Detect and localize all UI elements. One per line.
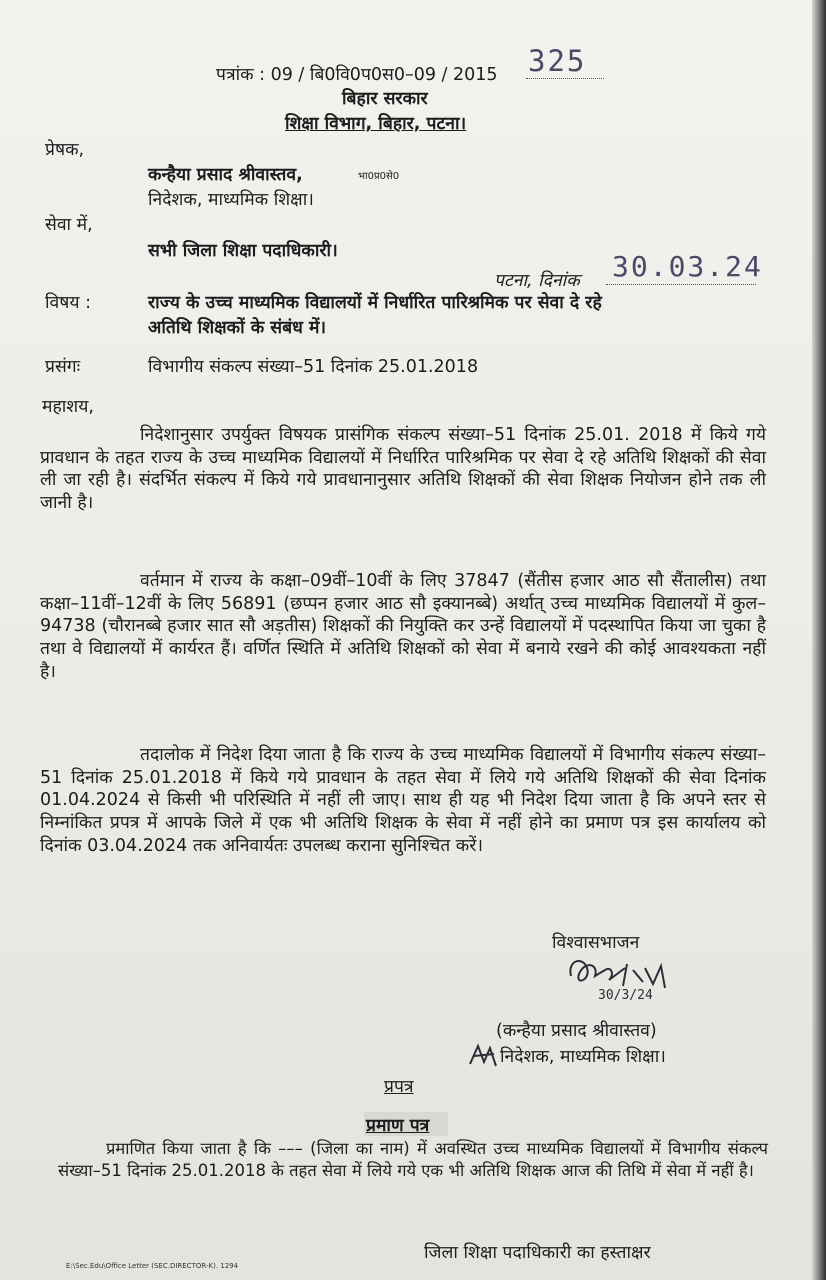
department-name: शिक्षा विभाग, बिहार, पटना। — [285, 114, 467, 134]
signature-label: जिला शिक्षा पदाधिकारी का हस्ताक्षर — [424, 1243, 651, 1263]
sender-name: कन्हैया प्रसाद श्रीवास्तव, — [148, 165, 303, 185]
initial-mark — [466, 1040, 502, 1072]
closing-designation: निदेशक, माध्यमिक शिक्षा। — [500, 1047, 666, 1067]
salutation: महाशय, — [42, 397, 94, 417]
recipient-label: सेवा में, — [45, 215, 93, 235]
body-paragraph-2 — [40, 570, 766, 684]
letter-number: पत्रांक : 09 / बि0वि0प0स0–09 / 2015 — [216, 65, 498, 85]
body-paragraph-1-text: निदेशानुसार उपर्युक्त विषयक प्रासंगिक संकल्प संख्या–51 दिनांक 25.01. 2018 में किये गये प्रावधान के तहत राज्य के उच्च माध्यमिक विद्यालयों में निर्धारित पारिश्रमिक पर सेवा दे रहे अतिथि शिक्षकों की सेवा ली जा रही है। संदर्भित संकल्प में किये गये प्रावधानानुसार अतिथि शिक्षकों की सेवा शिक्षक नियोजन होने तक ली जानी है। — [40, 425, 766, 514]
annex-title: प्रपत्र — [384, 1077, 414, 1097]
body-paragraph-3 — [40, 744, 766, 858]
sender-label: प्रेषक, — [45, 140, 85, 160]
subject-line-2: अतिथि शिक्षकों के संबंध में। — [148, 318, 327, 338]
body-paragraph-2-text: वर्तमान में राज्य के कक्षा–09वीं–10वीं के लिए 37847 (सैंतीस हजार आठ सौ सैंतालीस) तथा कक्षा–11वीं–12वीं के लिए 56891 (छप्पन हजार आठ सौ इक्यानब्बे) अर्थात् उच्च माध्यमिक विद्यालयों में कुल–94738 (चौरानब्बे हजार सात सौ अड़तीस) शिक्षकों की नियुक्ति कर उन्हें विद्यालयों में पदस्थापित किया जा चुका है तथा वे विद्यालयों में कार्यरत हैं। वर्णित स्थिति में अतिथि शिक्षकों को सेवा में बनाये रखने की कोई आवश्यकता नहीं है। — [40, 571, 766, 682]
certificate-text-block — [58, 1138, 768, 1181]
recipient-name: सभी जिला शिक्षा पदाधिकारी। — [148, 241, 338, 261]
page-edge-shadow — [812, 0, 826, 1280]
reference-label: प्रसंगः — [45, 357, 81, 377]
date-label: पटना, दिनांक — [494, 271, 580, 291]
dotted-line — [526, 78, 604, 79]
handwritten-letter-number: 325 — [528, 44, 587, 78]
government-name: बिहार सरकार — [342, 89, 428, 109]
sender-service: भा0प्र0से0 — [358, 171, 400, 182]
reference-text: विभागीय संकल्प संख्या–51 दिनांक 25.01.2018 — [148, 357, 479, 377]
dotted-line — [606, 284, 756, 285]
body-paragraph-1 — [40, 424, 766, 515]
closing-name: (कन्हैया प्रसाद श्रीवास्तव) — [496, 1021, 657, 1041]
signature-date: 30/3/24 — [598, 988, 653, 1003]
certificate-title: प्रमाण पत्र — [366, 1116, 430, 1136]
subject-line-1: राज्य के उच्च माध्यमिक विद्यालयों में निर्धारित पारिश्रमिक पर सेवा दे रहे — [148, 293, 602, 313]
subject-label: विषय : — [45, 293, 91, 313]
closing-yours: विश्वासभाजन — [552, 933, 640, 953]
body-paragraph-3-text: तदालोक में निदेश दिया जाता है कि राज्य के उच्च माध्यमिक विद्यालयों में विभागीय संकल्प संख्या–51 दिनांक 25.01.2018 में किये गये प्रावधान के तहत सेवा में लिये गये अतिथि शिक्षकों की सेवा दिनांक 01.04.2024 से किसी भी परिस्थिति में नहीं ली जाए। साथ ही यह भी निदेश दिया जाता है कि अपने स्तर से निम्नांकित प्रपत्र में आपके जिले में एक भी अतिथि शिक्षक के सेवा में नहीं होने का प्रमाण पत्र इस कार्यालय को दिनांक 03.04.2024 तक अनिवार्यतः उपलब्ध कराना सुनिश्चित करें। — [40, 745, 766, 856]
sender-designation: निदेशक, माध्यमिक शिक्षा। — [148, 190, 314, 210]
certificate-text: प्रमाणित किया जाता है कि ––– (जिला का नाम) में अवस्थित उच्च माध्यमिक विद्यालयों में विभागीय संकल्प संख्या–51 दिनांक 25.01.2018 के तहत सेवा में लिये गये एक भी अतिथि शिक्षक आज की तिथि में सेवा में नहीं है। — [58, 1139, 768, 1180]
handwritten-date: 30.03.24 — [612, 250, 763, 283]
file-path: E:\Sec.Edu\Office Letter (SEC.DIRECTOR-K). 1294 — [66, 1262, 239, 1270]
